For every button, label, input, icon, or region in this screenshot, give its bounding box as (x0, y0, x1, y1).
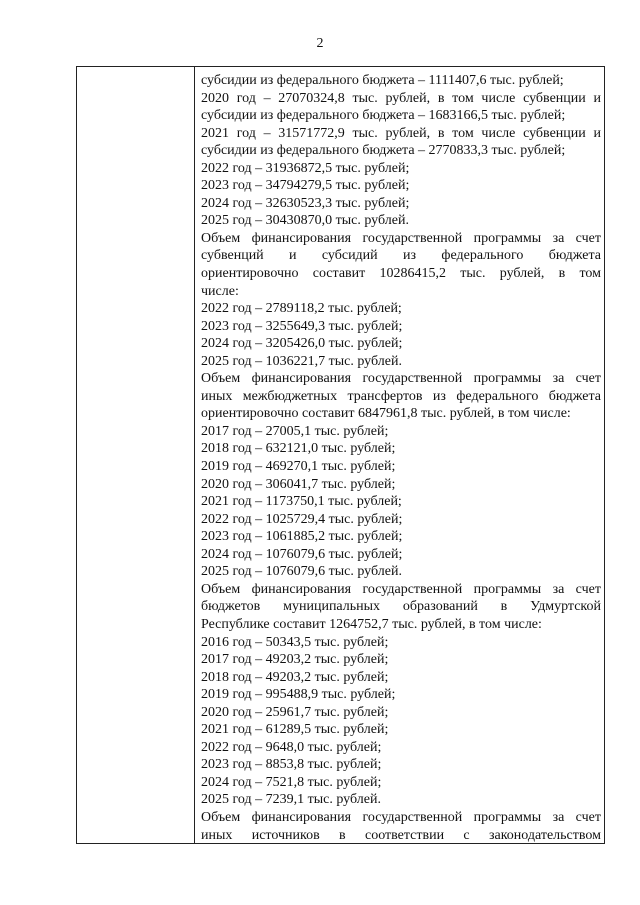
text-line: Объем финансирования государственной программы за счет (201, 371, 601, 387)
document-table (76, 66, 605, 844)
table-right-cell (201, 72, 601, 842)
text-line: Объем финансирования государственной программы за счет (201, 230, 601, 246)
text-line: 2021 год – 61289,5 тыс. рублей; (201, 722, 389, 738)
text-line: 2025 год – 30430870,0 тыс. рублей. (201, 213, 409, 229)
text-line: 2018 год – 49203,2 тыс. рублей; (201, 669, 389, 685)
text-line: 2021 год – 31571772,9 тыс. рублей, в том числе субвенции и (201, 125, 601, 141)
text-line: 2016 год – 50343,5 тыс. рублей; (201, 634, 389, 650)
text-line: иных межбюджетных трансфертов из федерального бюджета (201, 388, 601, 404)
text-line: 2022 год – 31936872,5 тыс. рублей; (201, 160, 410, 176)
text-line: 2023 год – 34794279,5 тыс. рублей; (201, 178, 410, 194)
text-line: 2019 год – 995488,9 тыс. рублей; (201, 687, 396, 703)
text-line: субвенций и субсидий из федерального бюджета (201, 248, 601, 264)
page-number: 2 (316, 36, 324, 51)
text-line: 2017 год – 27005,1 тыс. рублей; (201, 423, 389, 439)
text-line: 2020 год – 306041,7 тыс. рублей; (201, 476, 396, 492)
text-line: 2022 год – 9648,0 тыс. рублей; (201, 739, 382, 755)
text-line: 2017 год – 49203,2 тыс. рублей; (201, 652, 389, 668)
text-line: субсидии из федерального бюджета – 1111407,6 тыс. рублей; (201, 73, 564, 88)
text-line: 2023 год – 8853,8 тыс. рублей; (201, 757, 382, 773)
text-line: Объем финансирования государственной программы за счет (201, 809, 601, 825)
text-line: 2024 год – 3205426,0 тыс. рублей; (201, 336, 403, 352)
text-line: субсидии из федерального бюджета – 2770833,3 тыс. рублей; (201, 143, 566, 159)
text-line: 2024 год – 7521,8 тыс. рублей; (201, 774, 382, 790)
text-line: бюджетов муниципальных образований в Удмуртской (201, 599, 601, 615)
table-left-cell (77, 67, 195, 843)
text-line: ориентировочно составит 6847961,8 тыс. рублей, в том числе: (201, 406, 571, 422)
text-line: 2020 год – 27070324,8 тыс. рублей, в том числе субвенции и (201, 90, 601, 106)
text-line: 2024 год – 32630523,3 тыс. рублей; (201, 195, 410, 211)
text-line: ориентировочно составит 10286415,2 тыс. рублей, в том (201, 266, 601, 282)
text-line: 2022 год – 1025729,4 тыс. рублей; (201, 511, 403, 527)
text-line: 2019 год – 469270,1 тыс. рублей; (201, 459, 396, 475)
text-line: 2023 год – 3255649,3 тыс. рублей; (201, 318, 403, 334)
text-line: 2020 год – 25961,7 тыс. рублей; (201, 704, 389, 720)
text-line: 2021 год – 1173750,1 тыс. рублей; (201, 494, 402, 510)
text-line: 2025 год – 1076079,6 тыс. рублей. (201, 564, 402, 580)
text-line: 2022 год – 2789118,2 тыс. рублей; (201, 301, 402, 317)
text-line: числе: (201, 283, 239, 299)
text-line: иных источников в соответствии с законодательством (201, 827, 601, 842)
text-line: 2023 год – 1061885,2 тыс. рублей; (201, 529, 403, 545)
text-line: субсидии из федерального бюджета – 1683166,5 тыс. рублей; (201, 108, 566, 124)
text-line: 2018 год – 632121,0 тыс. рублей; (201, 441, 396, 457)
text-line: Объем финансирования государственной программы за счет (201, 581, 601, 597)
text-line: Республике составит 1264752,7 тыс. рублей, в том числе: (201, 616, 542, 632)
text-line: 2025 год – 1036221,7 тыс. рублей. (201, 353, 402, 369)
text-line: 2024 год – 1076079,6 тыс. рублей; (201, 546, 403, 562)
text-line: 2025 год – 7239,1 тыс. рублей. (201, 792, 381, 808)
